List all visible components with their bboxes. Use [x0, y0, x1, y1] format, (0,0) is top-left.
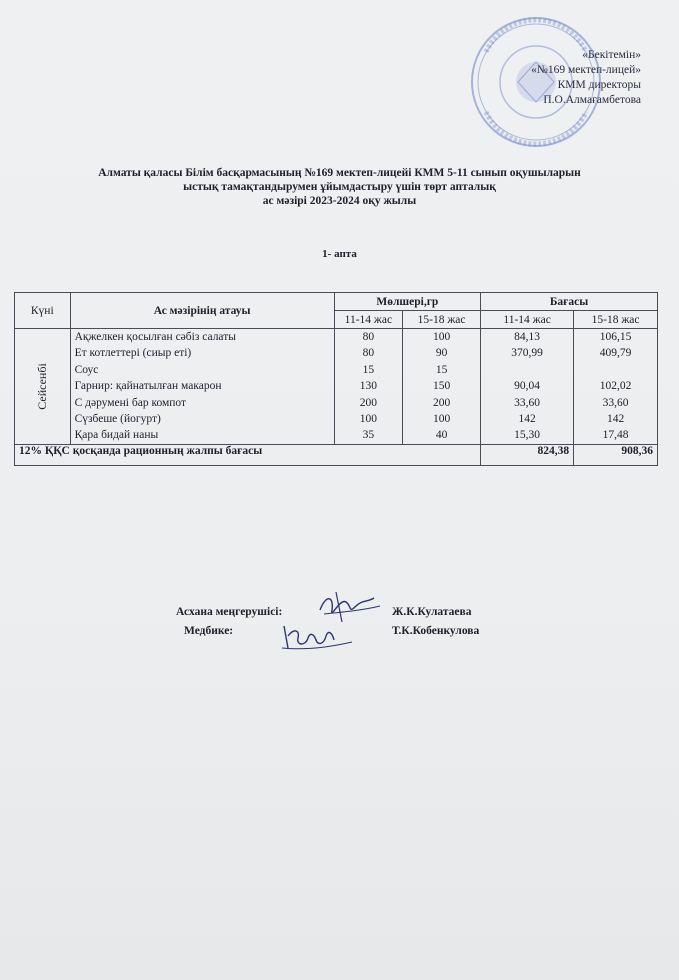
signature-name-2: Т.К.Кобенкулова [392, 625, 480, 637]
signature-role-1: Асхана меңгерушісі: [176, 606, 283, 618]
portion-value: 100 [359, 412, 377, 425]
price-value: 15,30 [514, 429, 541, 442]
portion-value: 80 [362, 331, 375, 343]
portion-value: 40 [435, 429, 448, 442]
header-portion: Мөлшері,гр [334, 293, 480, 311]
portion-value: 100 [432, 331, 451, 343]
price-value: 33,60 [602, 396, 629, 409]
subheader-portion-11-14: 11-14 жас [334, 311, 402, 329]
title-line-1: Алматы қаласы Білім басқармасының №169 мектеп-лицейі КММ 5-11 сынып оқушыларын [98, 167, 581, 179]
approval-line-1: «Бекітемін» [582, 49, 641, 61]
portion-value: 15 [362, 363, 375, 376]
portion-value: 130 [359, 380, 377, 393]
menu-table [14, 292, 658, 466]
price-value: 409,79 [599, 347, 632, 360]
dish-names-cell [70, 329, 334, 445]
portion-value: 15 [435, 363, 448, 376]
document-title [0, 166, 679, 208]
header-price: Бағасы [481, 293, 658, 311]
price-value: 33,60 [514, 396, 541, 409]
portion-value: 100 [432, 412, 451, 425]
approval-line-2: «№169 мектеп-лицей» [531, 64, 641, 76]
price-value [485, 362, 569, 378]
portion-value: 80 [362, 347, 375, 360]
title-line-2: ыстық тамақтандырумен ұйымдастыру үшін төрт апталық [183, 181, 496, 193]
dish-name: Сүзбеше (йогурт) [74, 413, 161, 426]
subheader-price-15-18: 15-18 жас [574, 311, 658, 329]
day-label: Сейсенбі [34, 363, 49, 410]
dish-name: Гарнир: қайнатылған макарон [74, 380, 222, 393]
price-value: 102,02 [599, 380, 632, 393]
approval-line-3: КММ директоры [557, 79, 641, 91]
header-day: Күні [15, 293, 71, 329]
total-15-18: 908,36 [574, 444, 658, 465]
portion-value: 200 [359, 396, 377, 409]
dish-name: Қара бидай наны [74, 429, 159, 442]
price-value: 90,04 [514, 380, 541, 393]
portion-value: 90 [435, 347, 448, 360]
dish-name: Соус [74, 363, 99, 376]
total-11-14: 824,38 [481, 444, 574, 465]
subheader-price-11-14: 11-14 жас [481, 311, 574, 329]
price-value: 142 [518, 412, 536, 425]
handwritten-signature-2 [278, 618, 358, 654]
signature-role-2: Медбике: [184, 625, 234, 637]
total-label: 12% ҚҚС қосқанда рационның жалпы бағасы [15, 444, 481, 465]
total-row [15, 444, 658, 465]
approval-block [531, 48, 641, 108]
price-11-14-cell [481, 329, 574, 445]
portion-11-14-cell [334, 329, 402, 445]
subheader-portion-15-18: 15-18 жас [403, 311, 481, 329]
portion-value: 150 [432, 380, 451, 393]
dish-name: Ет котлеттері (сиыр еті) [74, 347, 192, 360]
dish-name: Ақжелкен қосылған сәбіз салаты [74, 331, 236, 343]
price-value: 106,15 [599, 331, 632, 343]
price-value: 84,13 [514, 331, 541, 343]
price-value [578, 362, 653, 378]
price-value: 17,48 [602, 429, 629, 442]
signature-name-1: Ж.К.Кулатаева [392, 606, 472, 618]
day-cell [15, 329, 71, 445]
title-line-3: ас мәзірі 2023-2024 оқу жылы [262, 195, 417, 207]
portion-15-18-cell [403, 329, 481, 445]
portion-value: 35 [362, 429, 375, 442]
approval-line-4: П.О.Алмағамбетова [543, 94, 641, 106]
price-15-18-cell [574, 329, 658, 445]
header-dish-name: Ас мәзірінің атауы [70, 293, 334, 329]
price-value: 142 [606, 412, 625, 425]
week-label: 1- апта [322, 248, 357, 260]
portion-value: 200 [432, 396, 451, 409]
table-row [15, 329, 658, 445]
price-value: 370,99 [511, 347, 543, 360]
table-header-row [15, 293, 658, 311]
dish-name: С дәрумені бар компот [74, 396, 187, 409]
